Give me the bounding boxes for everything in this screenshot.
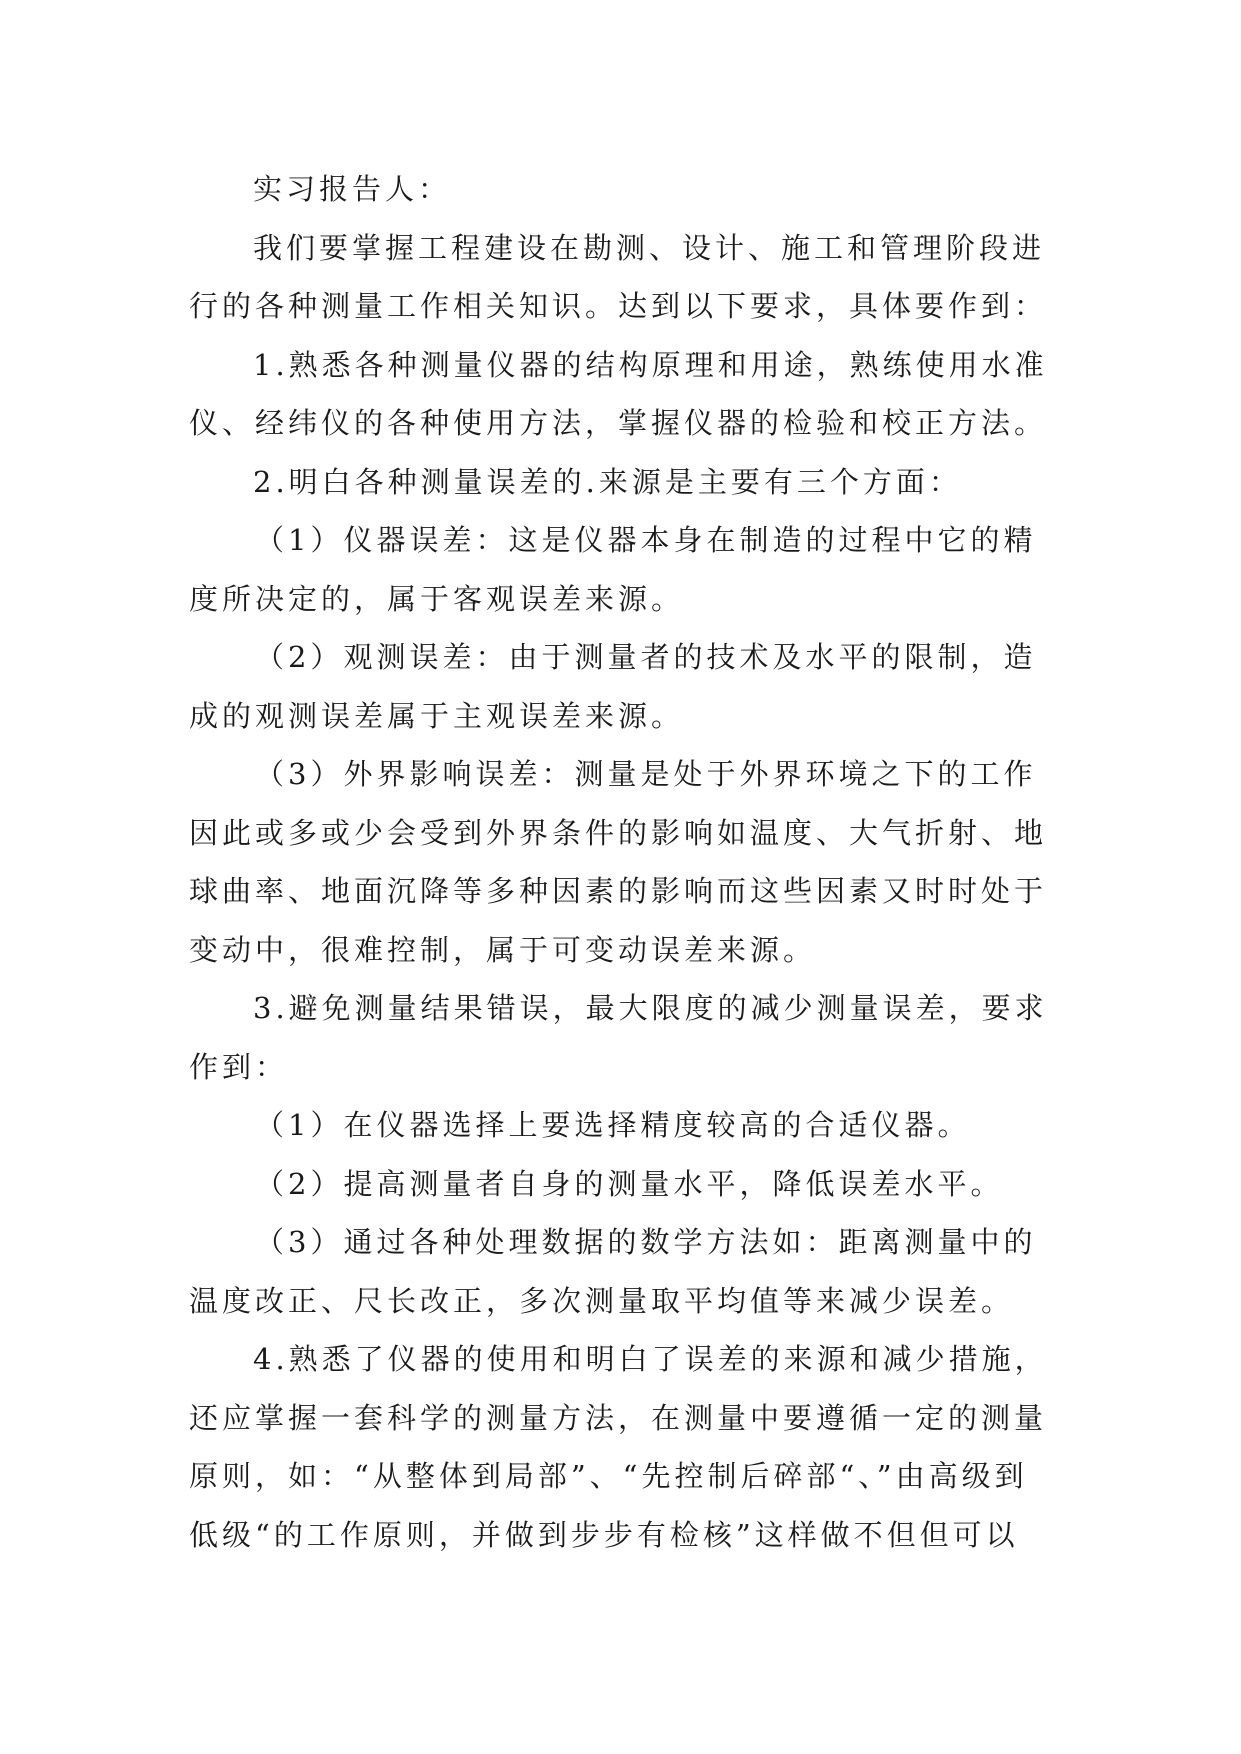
paragraph-line: 还应掌握一套科学的测量方法，在测量中要遵循一定的测量 — [189, 1400, 1048, 1435]
paragraph-line: （3）通过各种处理数据的数学方法如：距离测量中的 — [255, 1225, 1037, 1259]
paragraph-line: （2）提高测量者自身的测量水平，降低误差水平。 — [255, 1166, 1004, 1201]
paragraph-line: 低级“的工作原则，并做到步步有检核”这样做不但但可以 — [189, 1517, 1019, 1552]
paragraph-line: 变动中，很难控制，属于可变动误差来源。 — [189, 932, 817, 967]
paragraph-line: 我们要掌握工程建设在勘测、设计、施工和管理阶段进 — [253, 230, 1046, 265]
paragraph-line: 温度改正、尺长改正，多次测量取平均值等来减少误差。 — [189, 1283, 1015, 1318]
paragraph-line: 因此或多或少会受到外界条件的影响如温度、大气折射、地 — [189, 815, 1048, 850]
paragraph-line: 球曲率、地面沉降等多种因素的影响而这些因素又时时处于 — [189, 874, 1048, 908]
paragraph-line: 作到： — [189, 1049, 289, 1084]
paragraph-line: 3.避免测量结果错误，最大限度的减少测量误差，要求 — [253, 991, 1048, 1025]
paragraph-line: （3）外界影响误差：测量是处于外界环境之下的工作 — [255, 757, 1037, 791]
paragraph-line: 2.明白各种测量误差的.来源是主要有三个方面： — [253, 464, 962, 499]
paragraph-line: 成的观测误差属于主观误差来源。 — [189, 698, 685, 733]
paragraph-line: 1.熟悉各种测量仪器的结构原理和用途，熟练使用水准 — [253, 347, 1048, 382]
paragraph-line: 4.熟悉了仪器的使用和明白了误差的来源和减少措施， — [253, 1342, 1048, 1376]
paragraph-line: 行的各种测量工作相关知识。达到以下要求，具体要作到： — [189, 289, 1048, 323]
reporter-line: 实习报告人： — [253, 172, 452, 206]
paragraph-line: （2）观测误差：由于测量者的技术及水平的限制，造 — [255, 640, 1037, 674]
paragraph-line: 度所决定的，属于客观误差来源。 — [189, 581, 685, 616]
paragraph-line: 仪、经纬仪的各种使用方法，掌握仪器的检验和校正方法。 — [189, 406, 1048, 440]
paragraph-line: （1）在仪器选择上要选择精度较高的合适仪器。 — [255, 1108, 971, 1142]
report-body — [189, 160, 1055, 1564]
paragraph-line: 原则，如：“从整体到局部”、“先控制后碎部“、”由高级到 — [189, 1459, 1028, 1493]
paragraph-line: （1）仪器误差：这是仪器本身在制造的过程中它的精 — [255, 523, 1037, 557]
